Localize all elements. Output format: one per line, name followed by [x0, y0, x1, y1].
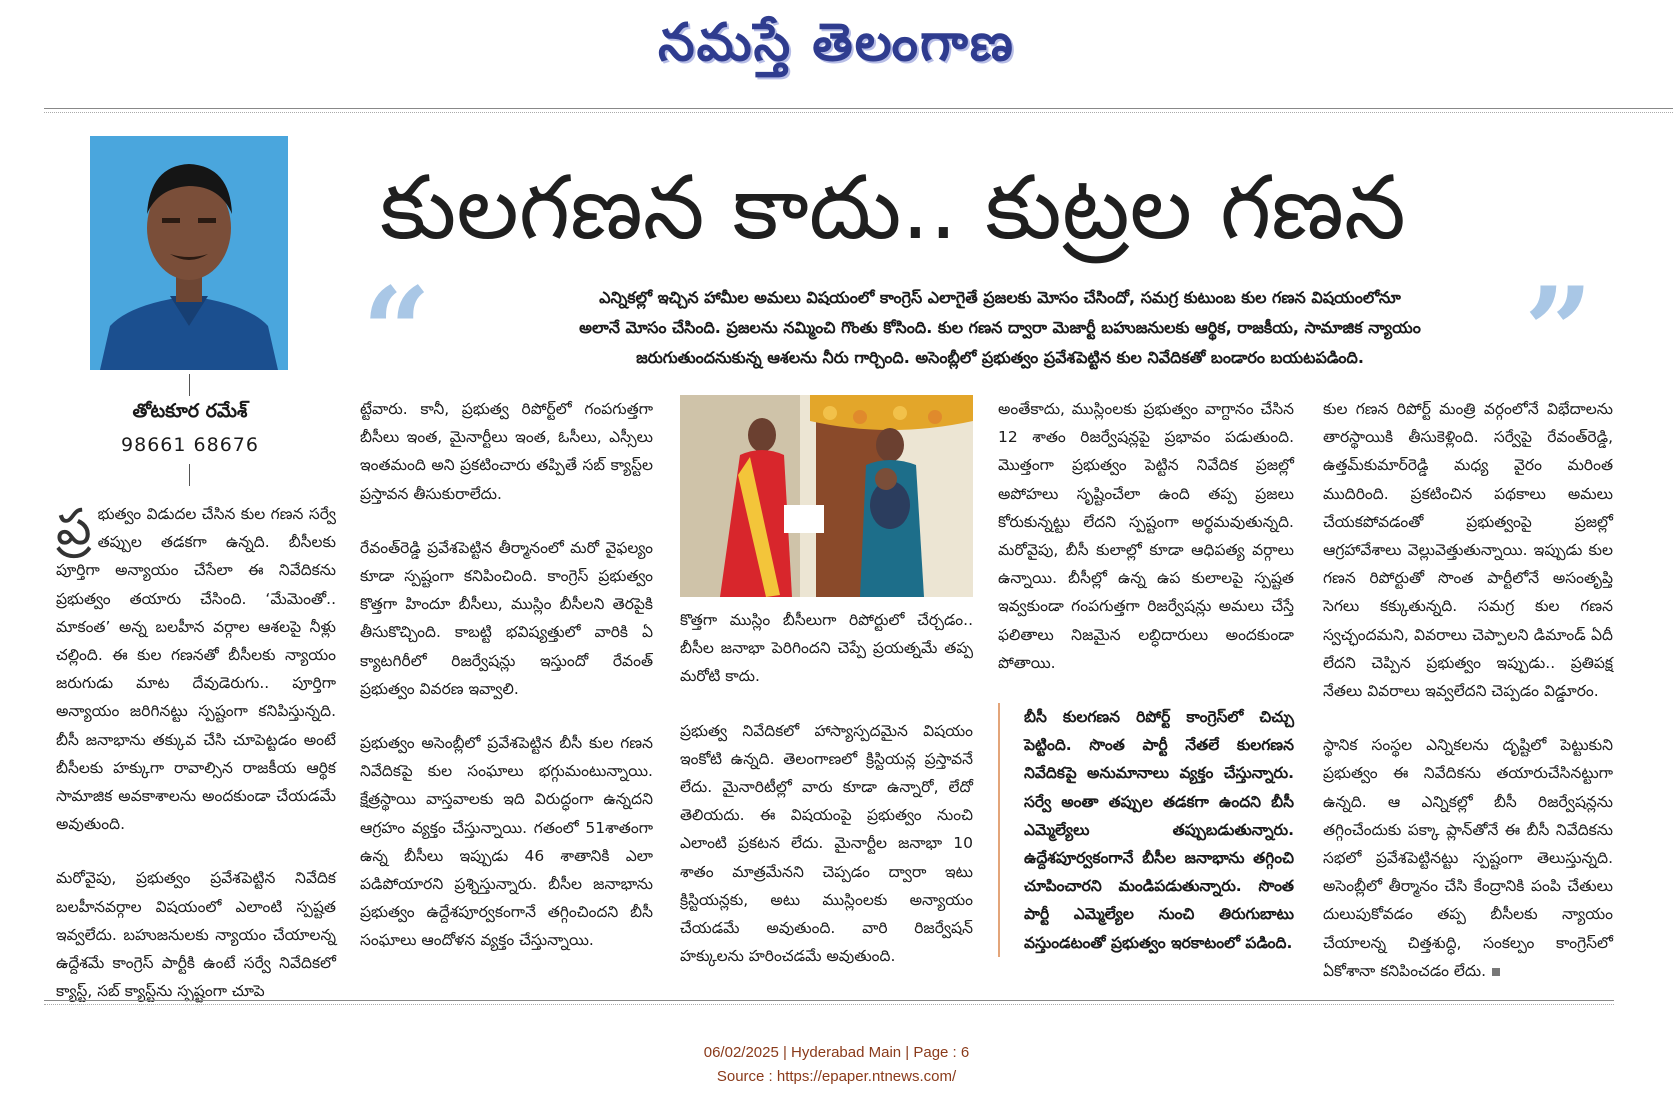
lead-line-2: అలానే మోసం చేసింది. ప్రజలను నమ్మించి గొంతు కోసింది. కుల గణన ద్వారా మెజార్టీ బహుజనులకు ఆర్థిక, రాజకీయ, సామాజిక న్యాయం — [579, 318, 1421, 337]
col1-paragraph-2: మరోవైపు, ప్రభుత్వం ప్రవేశపెట్టిన నివేదిక బలహీనవర్గాల విషయంలో ఎలాంటి స్పష్టత ఇవ్వలేదు. బహుజనులకు న్యాయం చేయాలన్న ఉద్దేశమే కాంగ్రెస్ పార్టీకి ఉంటే సర్వే నివేదికలో క్యాస్ట్, సబ్ క్యాస్ట్‌ను స్పష్టంగా చూపె — [56, 869, 336, 1001]
bottom-divider-dotted — [44, 1004, 1614, 1005]
author-phone: 98661 68676 — [121, 434, 259, 456]
col2-paragraph-1: ట్టేవారు. కానీ, ప్రభుత్వ రిపోర్ట్‌లో గంపగుత్తగా బీసీలు ఇంత, మైనార్టీలు ఇంత, ఓసీలు, ఎస్సీలు ఇంతమంది అని ప్రకటించారు తప్పితే సబ్ క్యాస్ట్‌ల ప్రస్తావన తీసుకురాలేదు. — [360, 400, 653, 503]
dropcap: ప్ర — [56, 498, 92, 556]
col1-p1-text: భుత్వం విడుదల చేసిన కుల గణన సర్వే తప్పుల తడకగా ఉన్నది. బీసీలకు పూర్తిగా అన్యాయం చేసేలా ఈ నివేదికను ప్రభుత్వం తయారు చేసింది. ‘మేమెంతో.. మాకంత’ అన్న బలహీన వర్గాల ఆశలపై నీళ్లు చల్లింది. ఈ కుల గణనతో బీసీలకు న్యాయం జరుగుడు మాట దేవుడెరుగు.. పూర్తిగా అన్యాయం జరిగినట్టు స్పష్టంగా కనిపిస్తున్నది. బీసీ జనాభాను తక్కువ చేసి చూపెట్టడం అంటే బీసీలకు హక్కుగా రావాల్సిన రాజకీయ ఆర్థిక సామాజిక అవకాశాలను అందకుండా చేయడమే అవుతుంది. — [56, 505, 336, 834]
end-mark-icon — [1492, 968, 1500, 976]
masthead-title: నమస్తే తెలంగాణ — [658, 13, 1015, 73]
col2-paragraph-3: ప్రభుత్వం అసెంబ్లీలో ప్రవేశపెట్టిన బీసీ కుల గణన నివేదికపై కుల సంఘాలు భగ్గుమంటున్నాయి. క్షేత్రస్థాయి వాస్తవాలకు ఇది విరుద్ధంగా ఉన్నదని ఆగ్రహం వ్యక్తం చేస్తున్నాయి. గతంలో 51శాతంగా ఉన్న బీసీలు ఇప్పుడు 46 శాతానికి ఎలా పడిపోయారని ప్రశ్నిస్తున్నారు. బీసీల జనాభాను ప్రభుత్వం ఉద్దేశపూర్వకంగానే తగ్గించిందని బీసీ సంఘాలు ఆందోళన వ్యక్తం చేస్తున్నాయి. — [360, 734, 653, 950]
col5-paragraph-2 — [1323, 731, 1613, 985]
lead-line-3: జరుగుతుందనుకున్న ఆశలను నీరు గార్చింది. అసెంబ్లీలో ప్రభుత్వం ప్రవేశపెట్టిన కుల నివేదికతో బండారం బయటపడింది. — [636, 348, 1364, 367]
author-photo — [90, 136, 288, 370]
author-connector-top — [189, 374, 190, 396]
article-column-3 — [680, 606, 973, 996]
col5-p2-text: స్థానిక సంస్థల ఎన్నికలను దృష్టిలో పెట్టుకుని ప్రభుత్వం ఈ నివేదికను తయారుచేసినట్టుగా ఉన్నది. ఆ ఎన్నికల్లో బీసీ రిజర్వేషన్లను తగ్గించేందుకు పక్కా ప్లాన్‌తోనే ఈ బీసీ నివేదికను సభలో ప్రవేశపెట్టినట్టు స్పష్టంగా తెలుస్తున్నది. అసెంబ్లీలో తీర్మానం చేసి కేంద్రానికి పంపి చేతులు దులుపుకోవడం తప్ప బీసీలకు న్యాయం చేయాలన్న చిత్తశుద్ధి, సంకల్పం కాంగ్రెస్‌లో ఏకోశానా కనిపించడం లేదు. — [1323, 736, 1613, 980]
masthead-divider-dotted — [44, 112, 1673, 113]
highlight-box: బీసీ కులగణన రిపోర్ట్ కాంగ్రెస్‌లో చిచ్చు పెట్టింది. సొంత పార్టీ నేతలే కులగణన నివేదికపై అనుమానాలు వ్యక్తం చేస్తున్నారు. సర్వే అంతా తప్పుల తడకగా ఉందని బీసీ ఎమ్మెల్యేలు తప్పుబడుతున్నారు. ఉద్దేశపూర్వకంగానే బీసీల జనాభాను తగ్గించి చూపించారని మండిపడుతున్నారు. సొంత పార్టీ ఎమ్మెల్యేల నుంచి తిరుగుబాటు వస్తుండటంతో ప్రభుత్వం ఇరకాటంలో పడింది. — [998, 703, 1294, 957]
masthead-divider — [44, 108, 1673, 109]
headline: కులగణన కాదు.. కుట్రల గణన — [380, 156, 1406, 259]
author-photo-illustration — [90, 136, 288, 370]
article-column-1 — [56, 500, 336, 1031]
survey-photo-illustration — [680, 395, 973, 597]
lead-paragraph — [470, 283, 1530, 373]
masthead — [0, 8, 1673, 78]
col5-paragraph-1: కుల గణన రిపోర్ట్ మంత్రి వర్గంలోనే విభేదాలను తారస్థాయికి తీసుకెళ్లింది. సర్వేపై రేవంత్‌రెడ్డి, ఉత్తమ్‌కుమార్‌రెడ్డి మధ్య వైరం మరింత ముదిరింది. ప్రకటించిన పథకాలు అమలు చేయకపోవడంతో ప్రభుత్వంపై ప్రజల్లో ఆగ్రహావేశాలు వెల్లువెత్తుతున్నాయి. ఇప్పుడు కుల గణన రిపోర్టుతో సొంత పార్టీలోనే అసంతృప్తి సెగలు కక్కుతున్నది. సమగ్ర కుల గణన స్వచ్ఛందమని, వివరాలు చెప్పాలని డిమాండ్ ఏదీ లేదని చెప్పిన ప్రభుత్వం ఇప్పుడు.. ప్రతిపక్ష నేతలు వివరాలు ఇవ్వలేదని చెప్పడం విడ్డూరం. — [1323, 400, 1613, 701]
lead-line-1: ఎన్నికల్లో ఇచ్చిన హామీల అమలు విషయంలో కాంగ్రెస్ ఎలాగైతే ప్రజలకు మోసం చేసిందో, సమగ్ర కుటుంబ కుల గణన విషయంలోనూ — [599, 288, 1401, 307]
footer-date-line: 06/02/2025 | Hyderabad Main | Page : 6 — [703, 1044, 970, 1061]
open-quote-icon: “ — [362, 261, 432, 402]
col4-paragraph-1: అంతేకాదు, ముస్లింలకు ప్రభుత్వం వాగ్దానం చేసిన 12 శాతం రిజర్వేషన్లపై ప్రభావం పడుతుంది. మొత్తంగా ప్రభుత్వం పెట్టిన నివేదిక ప్రజల్లో అపోహలు సృష్టించేలా ఉంది తప్ప ప్రజలు కోరుకున్నట్టు లేదని స్పష్టంగా అర్థమవుతున్నది. మరోవైపు, బీసీ కులాల్లో కూడా ఆధిపత్య వర్గాలు ఉన్నాయి. బీసీల్లో ఉన్న ఉప కులాలపై స్పష్టత ఇవ్వకుండా గంపగుత్తగా రిజర్వేషన్లు అమలు చేస్తే ఫలితాలు నిజమైన లబ్ధిదారులు అందకుండా పోతాయి. — [998, 400, 1294, 672]
article-photo — [680, 395, 973, 597]
article-column-5 — [1323, 395, 1613, 1011]
col3-paragraph-2: ప్రభుత్వ నివేదికలో హాస్యాస్పదమైన విషయం ఇంకోటి ఉన్నది. తెలంగాణలో క్రిస్టియన్ల ప్రస్తావనే లేదు. మైనారిటీల్లో వారు కూడా ఉన్నారో, లేదో తెలియదు. ఈ విషయంపై ప్రభుత్వం నుంచి ఎలాంటి ప్రకటన లేదు. మైనార్టీల జనాభా 10 శాతం మాత్రమేనని చెప్పడం ద్వారా ఇటు క్రిస్టియన్లకు, అటు ముస్లింలకు అన్యాయం చేయడమే అవుతుంది. వారి రిజర్వేషన్ హక్కులను హరించడమే అవుతుంది. — [680, 721, 973, 966]
footer-source-line: Source : https://epaper.ntnews.com/ — [716, 1068, 957, 1085]
bottom-divider — [44, 1000, 1614, 1001]
article-column-4 — [998, 395, 1294, 983]
article-column-2 — [360, 395, 653, 981]
author-connector-bottom — [189, 464, 190, 486]
col3-paragraph-1: కొత్తగా ముస్లిం బీసీలుగా రిపోర్టులో చేర్చడం.. బీసీల జనాభా పెరిగిందని చెప్పే ప్రయత్నమే తప్ప మరోటి కాదు. — [680, 611, 973, 686]
col1-paragraph-1 — [56, 500, 336, 838]
col2-paragraph-2: రేవంత్‌రెడ్డి ప్రవేశపెట్టిన తీర్మానంలో మరో వైఫల్యం కూడా స్పష్టంగా కనిపించింది. కాంగ్రెస్ ప్రభుత్వం కొత్తగా హిందూ బీసీలు, ముస్లిం బీసీలని తెరపైకి తీసుకొచ్చింది. కాబట్టి భవిష్యత్తులో వారికి ఏ క్యాటగిరీలో రిజర్వేషన్లు ఇస్తుందో రేవంత్ ప్రభుత్వం వివరణ ఇవ్వాలి. — [360, 538, 653, 698]
author-name: తోటకూర రమేశ్ — [132, 400, 248, 422]
close-quote-icon: ” — [1524, 261, 1594, 402]
